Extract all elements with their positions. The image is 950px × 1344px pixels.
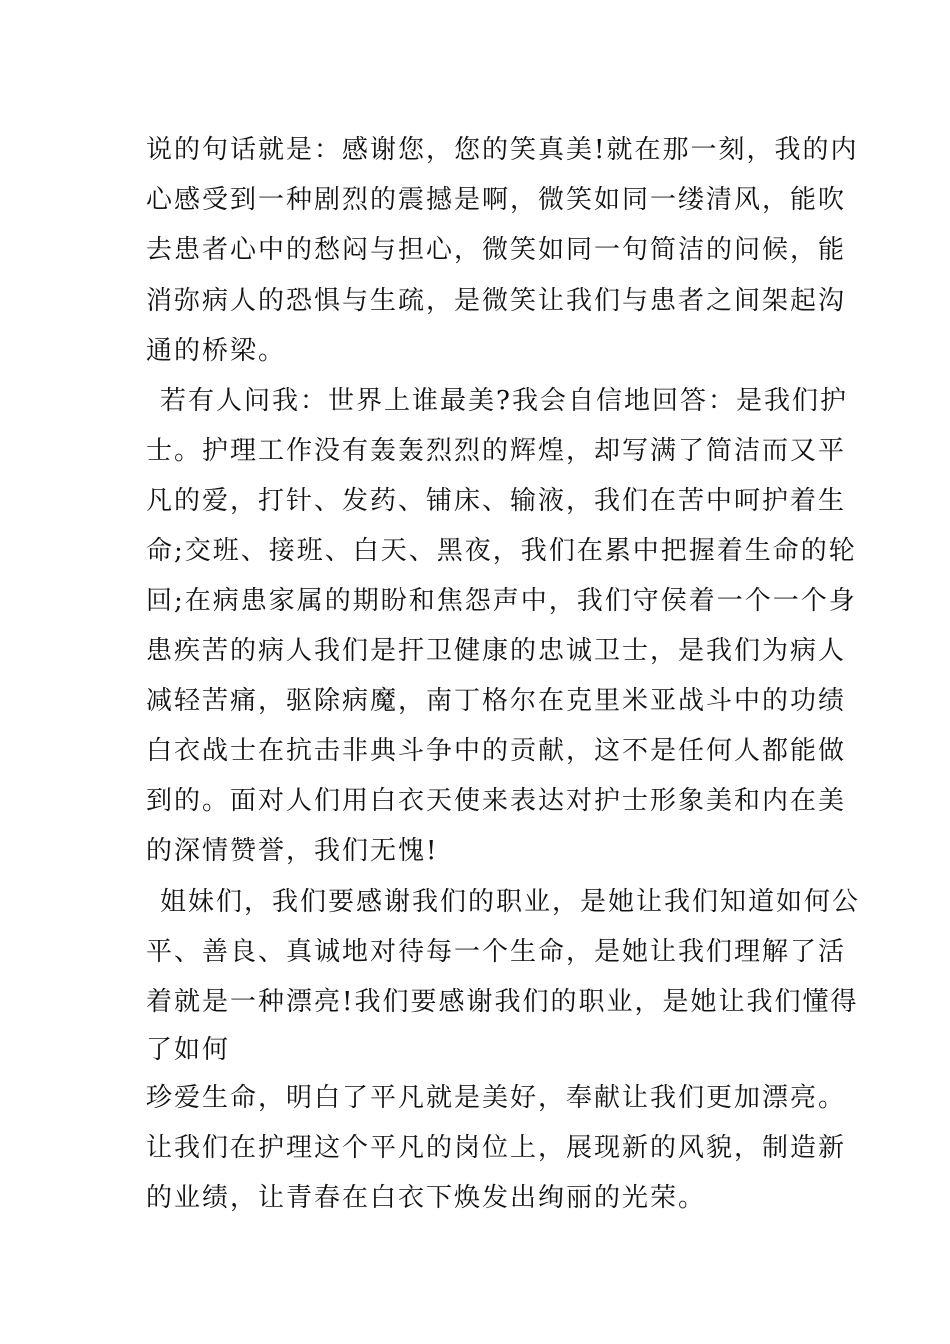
text-line: 通的桥梁。 xyxy=(146,336,287,366)
text-line: 去患者心中的愁闷与担心，微笑如同一句简洁的问候，能 xyxy=(146,235,847,265)
text-line: 珍爱生命，明白了平凡就是美好，奉献让我们更加漂亮。 xyxy=(146,1083,847,1113)
text-line: 到的。面对人们用白衣天使来表达对护士形象美和内在美 xyxy=(146,786,847,816)
text-line: 患疾苦的病人我们是扞卫健康的忠诚卫士，是我们为病人 xyxy=(146,636,847,666)
text-line: 着就是一种漂亮!我们要感谢我们的职业，是她让我们懂得 xyxy=(146,987,859,1017)
text-line: 平、善良、真诚地对待每一个生命，是她让我们理解了活 xyxy=(146,937,847,967)
text-line: 士。护理工作没有轰轰烈烈的辉煌，却写满了简洁而又平 xyxy=(146,436,847,466)
text-line: 的深情赞誉，我们无愧! xyxy=(146,836,439,866)
text-line: 若有人问我：世界上谁最美?我会自信地回答：是我们护 xyxy=(160,386,848,416)
text-line: 的业绩，让青春在白衣下焕发出绚丽的光荣。 xyxy=(146,1183,707,1213)
text-line: 回;在病患家属的期盼和焦怨声中，我们守侯着一个一个身 xyxy=(146,586,857,616)
text-line: 心感受到一种剧烈的震撼是啊，微笑如同一缕清风，能吹 xyxy=(146,185,847,215)
text-line: 让我们在护理这个平凡的岗位上，展现新的风貌，制造新 xyxy=(146,1133,847,1163)
text-line: 说的句话就是：感谢您，您的笑真美!就在那一刻，我的内 xyxy=(146,135,859,165)
text-line: 白衣战士在抗击非典斗争中的贡献，这不是任何人都能做 xyxy=(146,736,847,766)
text-line: 了如何 xyxy=(146,1035,231,1065)
text-line: 命;交班、接班、白天、黑夜，我们在累中把握着生命的轮 xyxy=(146,536,857,566)
text-line: 姐妹们，我们要感谢我们的职业，是她让我们知道如何公 xyxy=(160,887,861,917)
text-line: 消弥病人的恐惧与生疏，是微笑让我们与患者之间架起沟 xyxy=(146,286,847,316)
text-line: 凡的爱，打针、发药、铺床、输液，我们在苦中呵护着生 xyxy=(146,486,847,516)
text-line: 减轻苦痛，驱除病魔，南丁格尔在克里米亚战斗中的功绩 xyxy=(146,686,847,716)
